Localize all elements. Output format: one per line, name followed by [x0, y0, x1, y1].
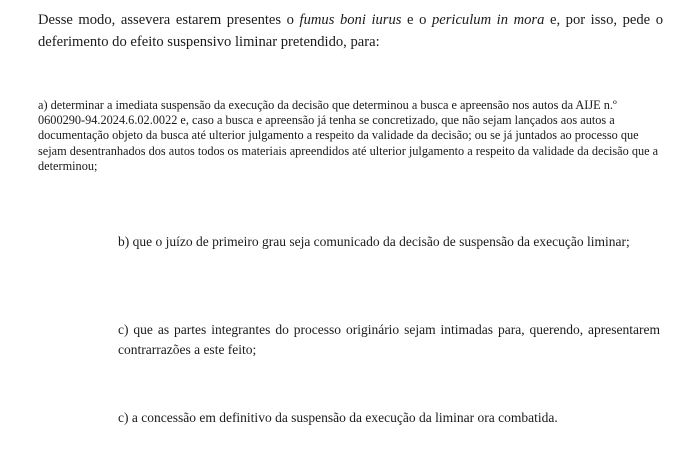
intro-term-periculum: periculum in mora: [431, 12, 545, 28]
request-item-c: c) que as partes integrantes do processo originário sejam intimadas para, querendo, apresentarem contrarrazões a este feito;: [118, 322, 660, 357]
intro-text-1: Desse modo, assevera estarem presentes o: [38, 12, 300, 28]
request-item-d: c) a concessão em definitivo da suspensão da execução da liminar ora combatida.: [118, 410, 558, 425]
intro-text-3: e, por isso, pede o deferimento do efeito suspensivo liminar pretendido, para:: [38, 12, 663, 50]
intro-paragraph: [38, 9, 663, 53]
request-item-a: a) determinar a imediata suspensão da execução da decisão que determinou a busca e apreensão nos autos da AIJE n.º 0600290-94.2024.6.02.0022 e, caso a busca e apreensão já tenha se concretizado, que não sejam lançados aos autos a documentação objeto da busca até ulterior julgamento a respeito da validade da decisão; ou se já juntados ao processo que sejam desentranhados dos autos todos os materiais apreendidos até ulterior julgamento a respeito da validade da decisão que a determinou;: [38, 98, 659, 173]
intro-text-2: e o: [401, 12, 432, 28]
intro-term-fumus: fumus boni iurus: [299, 12, 402, 28]
request-item-b: b) que o juízo de primeiro grau seja comunicado da decisão de suspensão da execução liminar;: [118, 234, 630, 249]
